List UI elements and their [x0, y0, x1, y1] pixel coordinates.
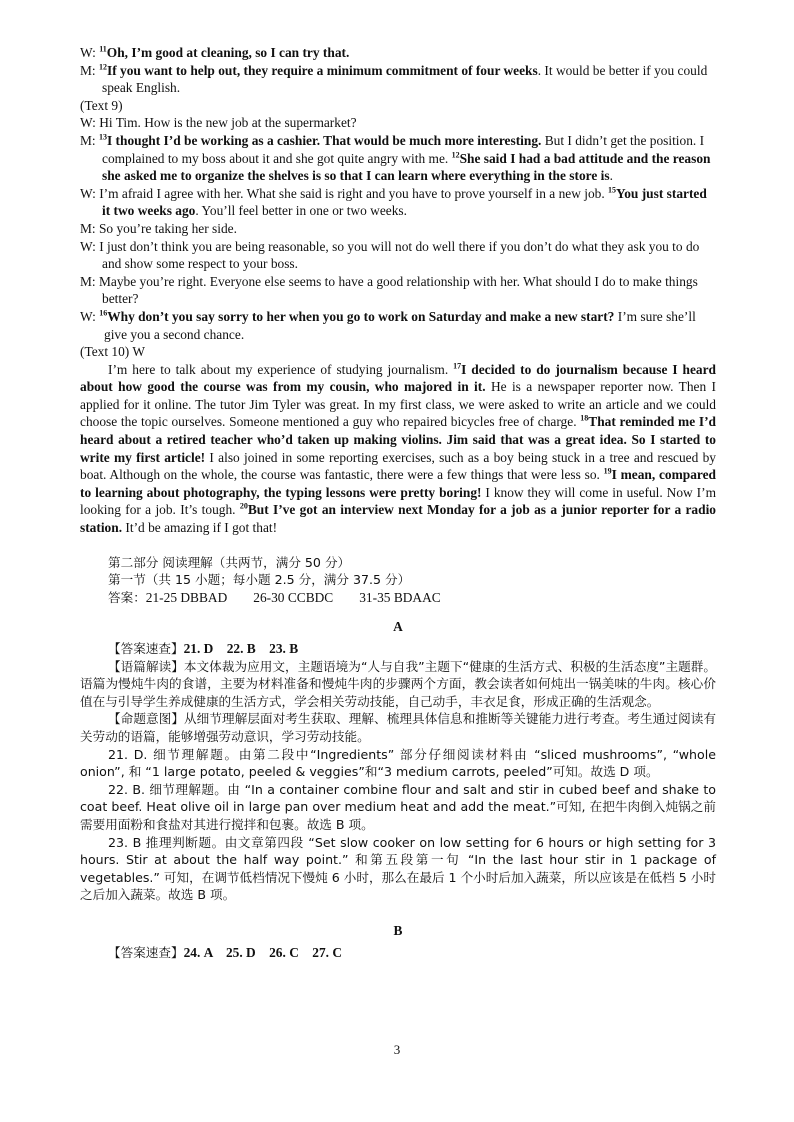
t9-line-4: M: So you’re taking her side.	[80, 220, 237, 236]
section1-title: 第一节（共 15 小题；每小题 2.5 分，满分 37.5 分）	[108, 572, 411, 588]
bold-answer: I thought I’d be working as a cashier. That would be much more interesting.	[107, 132, 542, 148]
speaker-label: M:	[80, 62, 96, 78]
t9-line-5: W: I just don’t think you are being reasonable, so you will not do well there if you don’t do what they ask you to do and show some respect to your boss.	[80, 238, 700, 272]
line-text: .	[609, 168, 613, 184]
section-a-intent	[80, 710, 716, 745]
bold-answer: Why don’t you say sorry to her when you go to work on Saturday and make a new start?	[107, 308, 615, 324]
t9-line-6: M: Maybe you’re right. Everyone else seems to have a good relationship with her. What should I do to make things better?	[80, 273, 698, 307]
answers-line	[80, 589, 716, 607]
t10-monologue	[80, 361, 716, 537]
question-number: 15	[608, 185, 617, 195]
section-a-reading	[80, 658, 716, 711]
answers-label: 答案：	[108, 589, 146, 605]
quick-answers: 24. A 25. D 26. C 27. C	[183, 944, 343, 960]
section-a-quick-answers	[80, 640, 716, 658]
answer-group: 31-35 BDAAC	[359, 589, 441, 605]
t9-line-2	[80, 132, 716, 185]
t9-line-1: W: Hi Tim. How is the new job at the supermarket?	[80, 115, 357, 131]
answer-group: 21-25 DBBAD	[145, 589, 228, 605]
line-text: It’d be amazing if I got that!	[122, 520, 278, 536]
document-page	[80, 44, 716, 961]
t9-line-3	[80, 185, 716, 220]
explanation-22: 22. B. 细节理解题。由 “In a container combine flour and salt and stir in cubed beef and shake to coat beef. Heat olive oil in large pan over medium heat and add the meat.”可知, 在把牛肉倒入炖锅之前需要用面粉和食盐对其进行搅拌和包裹。故选 B 项。	[80, 781, 716, 832]
question-number: 12	[99, 62, 107, 72]
bold-answer: I decided to do journalism because I heard about how good the course was from my cousin, who majored in it.	[80, 361, 716, 395]
line-text: I’m sure she’ll give you a second chance.	[104, 308, 696, 342]
reading-label: 【语篇解读】	[108, 658, 184, 674]
section-b-heading: B	[393, 922, 403, 938]
question-number: 11	[99, 44, 107, 54]
explanation-23: 23. B 推理判断题。由文章第四段 “Set slow cooker on low setting for 6 hours or high setting for 3 hours. Stir at about the half way point.” 和第五段第一句 “In the last hour stir in 1 package of vegetables.” 可知，在调节低档情况下慢炖 6 小时，那么在最后 1 个小时后加入蔬菜，所以应该是在低档 5 小时之后加入蔬菜。故选 B 项。	[80, 834, 716, 903]
part2-title: 第二部分 阅读理解（共两节，满分 50 分）	[108, 554, 351, 570]
spacer	[80, 537, 716, 554]
dialog-line-12	[80, 62, 716, 97]
t9-line-7	[80, 308, 716, 343]
question-number: 17	[453, 361, 462, 371]
line-text: I’m afraid I agree with her. What she said is right and you have to prove yourself in a new job.	[95, 185, 609, 201]
quick-label: 【答案速查】	[108, 641, 184, 656]
question-number: 20	[239, 501, 248, 511]
line-text: . You’ll feel better in one or two weeks.	[195, 203, 407, 219]
page-number: 3	[393, 1042, 401, 1057]
line-text: I’m here to talk about my experience of studying journalism.	[108, 361, 454, 377]
bold-answer: That reminded me I’d heard about a retired teacher who’d taken up making violins. Jim said that was a great idea. So I started to write my first article!	[80, 414, 716, 465]
line-text: But I didn’t get the position. I complained to my boss about it and she got quite angry with me.	[102, 132, 705, 166]
question-number: 18	[580, 414, 589, 423]
speaker-label: W:	[80, 308, 96, 324]
speaker-label: M:	[80, 132, 96, 148]
section-a-heading: A	[393, 619, 403, 635]
quick-answers: 21. D 22. B 23. B	[183, 641, 299, 656]
speaker-label: W:	[80, 45, 96, 60]
answer-group: 26-30 CCBDC	[253, 589, 334, 605]
bold-answer: She said I had a bad attitude and the reason she asked me to organize the shelves is so that I can learn where everything in the store is	[102, 150, 711, 184]
intent-label: 【命题意图】	[108, 711, 185, 727]
bold-answer: But I’ve got an interview next Monday for a job as a junior reporter for a radio station.	[80, 502, 716, 536]
line-text: He is a newspaper reporter now. Then I applied for it online. The tutor Jim Tyler was great. In my first class, we were asked to write an article and we could choose the topic ourselves. Someone mentioned a guy who repaired bicycles free of charge.	[80, 379, 717, 430]
question-number: 12	[451, 150, 460, 160]
bold-answer: If you want to help out, they require a minimum commitment of four weeks	[107, 62, 538, 78]
speaker-label: W:	[80, 185, 96, 201]
intent-text: 从细节理解层面对考生获取、理解、梳理具体信息和推断等关键能力进行考查。考生通过阅读有关劳动的语篇，能够增强劳动意识，学习劳动技能。	[80, 711, 717, 744]
text10-label: (Text 10) W	[80, 344, 146, 360]
text9-label: (Text 9)	[80, 97, 123, 113]
quick-label: 【答案速查】	[108, 944, 184, 960]
line-text: I know they will come in useful. Now I’m looking for a job. It’s tough.	[80, 484, 716, 518]
question-number: 19	[603, 466, 612, 476]
line-text: . It would be better if you could speak English.	[102, 62, 708, 96]
bold-answer: You just started it two weeks ago	[102, 185, 707, 219]
dialog-line-11	[80, 44, 716, 62]
question-number: 16	[99, 308, 108, 318]
bold-answer: Oh, I’m good at cleaning, so I can try that.	[106, 45, 350, 60]
question-number: 13	[99, 132, 107, 142]
reading-text: 本文体裁为应用文，主题语境为“人与自我”主题下“健康的生活方式、积极的生活态度”主题群。语篇为慢炖牛肉的食谱，主要为材料准备和慢炖牛肉的步骤两个方面，教会读者如何炖出一锅美味的牛肉。核心价值在与引导学生养成健康的生活方式，学会相关劳动技能，自己动手，丰衣足食，形成正确的生活观念。	[80, 658, 717, 709]
line-text: I also joined in some reporting exercises, such as a boy being stuck in a tree and rescued by boat. Although on the whole, the course was fantastic, there were a few things that were less so.	[80, 449, 716, 483]
explanation-21: 21. D. 细节理解题。由第二段中“Ingredients” 部分仔细阅读材料由 “sliced mushrooms”, “whole onion”, 和 “1 large potato, peeled & veggies”和“3 medium carrots, peeled”可知。故选 D 项。	[80, 746, 716, 780]
bold-answer: I mean, compared to learning about photography, the typing lessons were pretty boring!	[80, 467, 716, 500]
section-b-quick-answers	[80, 944, 716, 962]
